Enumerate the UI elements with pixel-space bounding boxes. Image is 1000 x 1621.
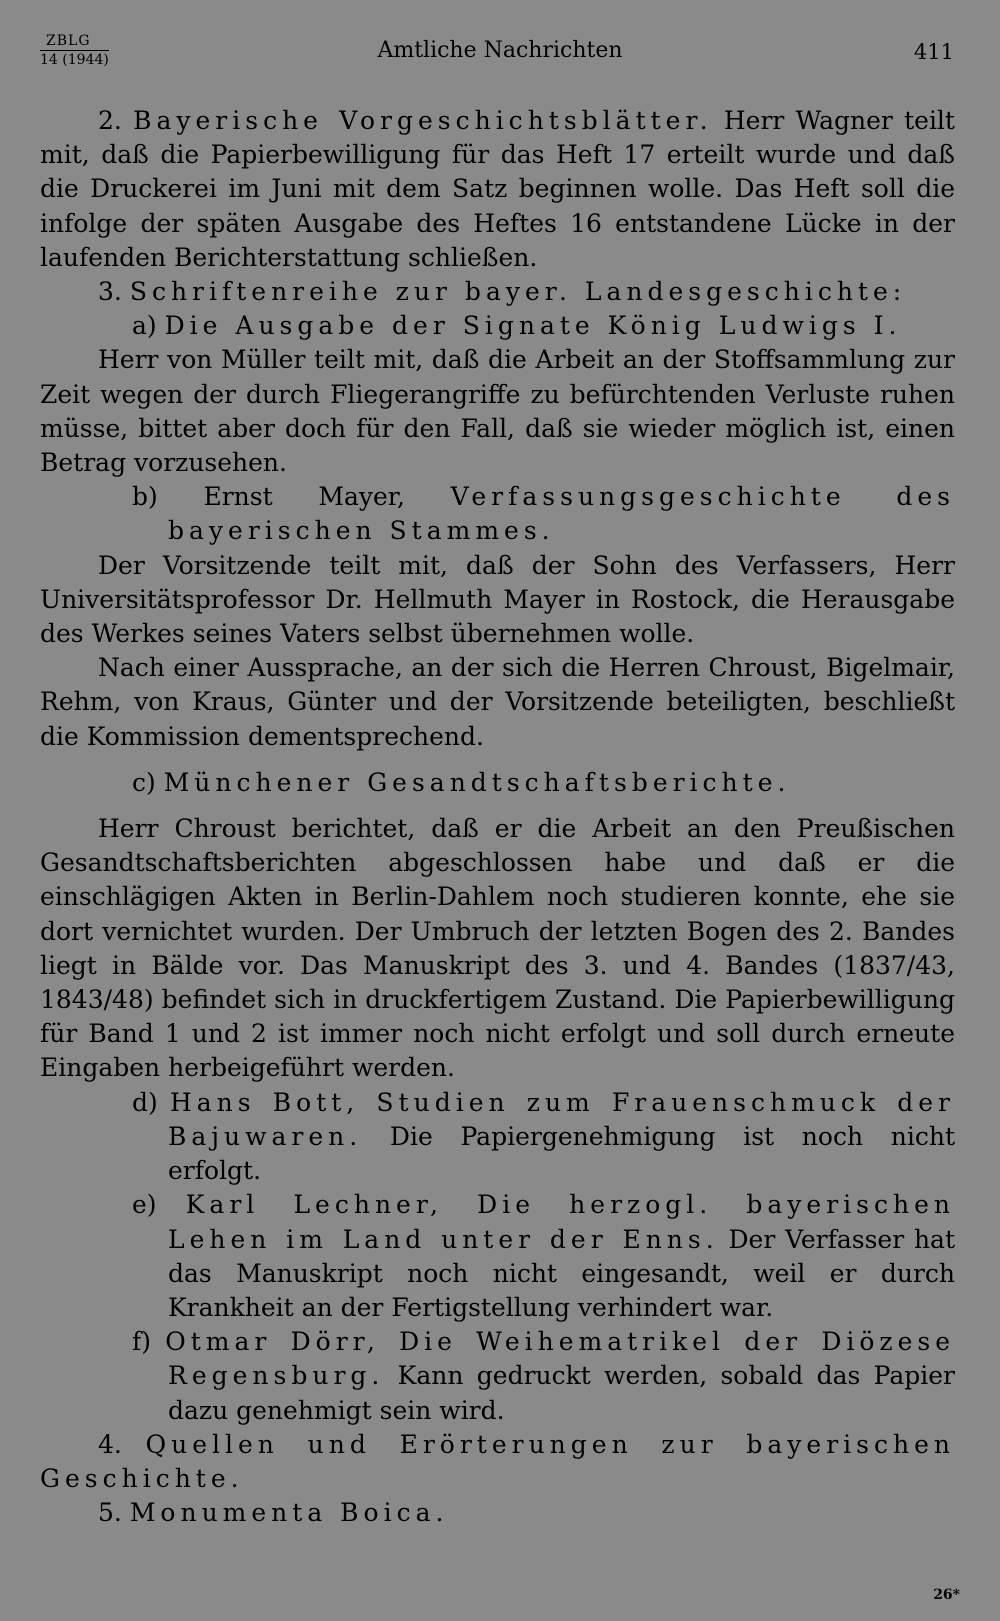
item-heading: Quellen und Erörterungen zur bayerischen Geschichte. bbox=[40, 1429, 955, 1493]
journal-abbreviation: ZBLG bbox=[40, 32, 109, 51]
item-text: Die Papiergenehmigung ist noch nicht erfolgt. bbox=[168, 1121, 955, 1186]
item-3c: c) Münchener Gesandtschaftsberichte. bbox=[132, 767, 791, 797]
item-4: 4. Quellen und Erörterungen zur bayerischen Geschichte. bbox=[40, 1429, 955, 1493]
item-text: Der Verfasser hat das Manuskript noch nicht eingesandt, weil er durch Krankheit an der Fertigstellung verhindert war. bbox=[168, 1224, 955, 1322]
item-heading: Bayerische Vorgeschichtsblätter. bbox=[133, 106, 713, 135]
article-body bbox=[40, 104, 955, 1530]
page-number: 411 bbox=[913, 40, 954, 64]
running-title: Amtliche Nachrichten bbox=[377, 38, 623, 63]
item-5: 5. Monumenta Boica. bbox=[98, 1498, 449, 1528]
item-heading: Münchener Gesandtschaftsberichte. bbox=[163, 767, 791, 797]
item-heading: Schriftenreihe zur bayer. Landesgeschichte: bbox=[129, 277, 907, 307]
item-heading: Monumenta Boica. bbox=[129, 1498, 449, 1528]
item-heading: Karl Lechner, Die herzogl. bayerischen Lehen im Land unter der Enns. bbox=[168, 1190, 955, 1254]
item-heading: Hans Bott, Studien zum Frauenschmuck der Bajuwaren. bbox=[168, 1087, 955, 1151]
item-text: Herr Wagner teilt mit, daß die Papierbewilligung für das Heft 17 erteilt wurde und daß die Druckerei im Juni mit dem Satz beginnen wolle. Das Heft soll die infolge der späten Ausgabe des Heftes 16 entstandene Lücke in der laufenden Berichterstattung schließen. bbox=[40, 106, 955, 272]
item-3d: d) Hans Bott, Studien zum Frauenschmuck der Bajuwaren. Die Papiergenehmigung ist noch nicht erfolgt. bbox=[132, 1087, 955, 1186]
item-text: Kann gedruckt werden, sobald das Papier dazu genehmigt sein wird. bbox=[168, 1361, 955, 1425]
item-3f: f) Otmar Dörr, Die Weihematrikel der Diözese Regensburg. Kann gedruckt werden, sobald das Papier dazu genehmigt sein wird. bbox=[132, 1327, 956, 1425]
item-heading: Verfassungsgeschichte des bayerischen Stammes. bbox=[168, 482, 955, 546]
paragraph: Herr Chroust berichtet, daß er die Arbeit an den Preußischen Gesandtschaftsberichten abgeschlossen habe und daß er die einschlägigen Akten in Berlin-Dahlem noch studieren konnte, ehe sie dort vernichtet wurden. Der Umbruch der letzten Bogen des 2. Bandes liegt in Bälde vor. Das Manuskript des 3. und 4. Bandes (1837/43, 1843/48) befindet sich in druckfertigem Zustand. Die Papierbewilligung für Band 1 und 2 ist immer noch nicht erfolgt und soll durch erneute Eingaben herbeigeführt werden. bbox=[40, 814, 955, 1083]
paragraph: Nach einer Aussprache, an der sich die Herren Chroust, Bigelmair, Rehm, von Kraus, Günter und der Vorsitzende beteiligten, beschließt die Kommission dementsprechend. bbox=[40, 653, 955, 751]
item-3: 3. Schriftenreihe zur bayer. Landesgeschichte: bbox=[98, 277, 907, 307]
paragraph: Der Vorsitzende teilt mit, daß der Sohn des Verfassers, Herr Universitätsprofessor Dr. Hellmuth Mayer in Rostock, die Herausgabe des Werkes seines Vaters selbst übernehmen wolle. bbox=[40, 550, 955, 649]
item-3e: e) Karl Lechner, Die herzogl. bayerischen Lehen im Land unter der Enns. Der Verfasser hat das Manuskript noch nicht eingesandt, weil er durch Krankheit an der Fertigstellung verhindert war. bbox=[132, 1190, 955, 1322]
item-2: 2. Bayerische Vorgeschichtsblätter. Herr Wagner teilt mit, daß die Papierbewilligung für das Heft 17 erteilt wurde und daß die Druckerei im Juni mit dem Satz beginnen wolle. Das Heft soll die infolge der späten Ausgabe des Heftes 16 entstandene Lücke in der laufenden Berichterstattung schließen. bbox=[40, 106, 955, 272]
item-3a: a) Die Ausgabe der Signate König Ludwigs I. bbox=[132, 311, 902, 341]
item-heading: Die Ausgabe der Signate König Ludwigs I. bbox=[164, 311, 902, 341]
item-3b: b) Ernst Mayer, Verfassungsgeschichte des bayerischen Stammes. bbox=[132, 482, 955, 546]
paragraph: Herr von Müller teilt mit, daß die Arbeit an der Stoffsammlung zur Zeit wegen der durch Fliegerangriffe zu befürchtenden Verluste ruhen müsse, bittet aber doch für den Fall, daß sie wieder möglich ist, einen Betrag vorzusehen. bbox=[40, 345, 955, 478]
item-heading: Otmar Dörr, Die Weihematrikel der Diözese Regensburg. bbox=[165, 1327, 956, 1391]
signature-mark: 26* bbox=[933, 1587, 960, 1603]
volume-year: 14 (1944) bbox=[40, 52, 109, 68]
